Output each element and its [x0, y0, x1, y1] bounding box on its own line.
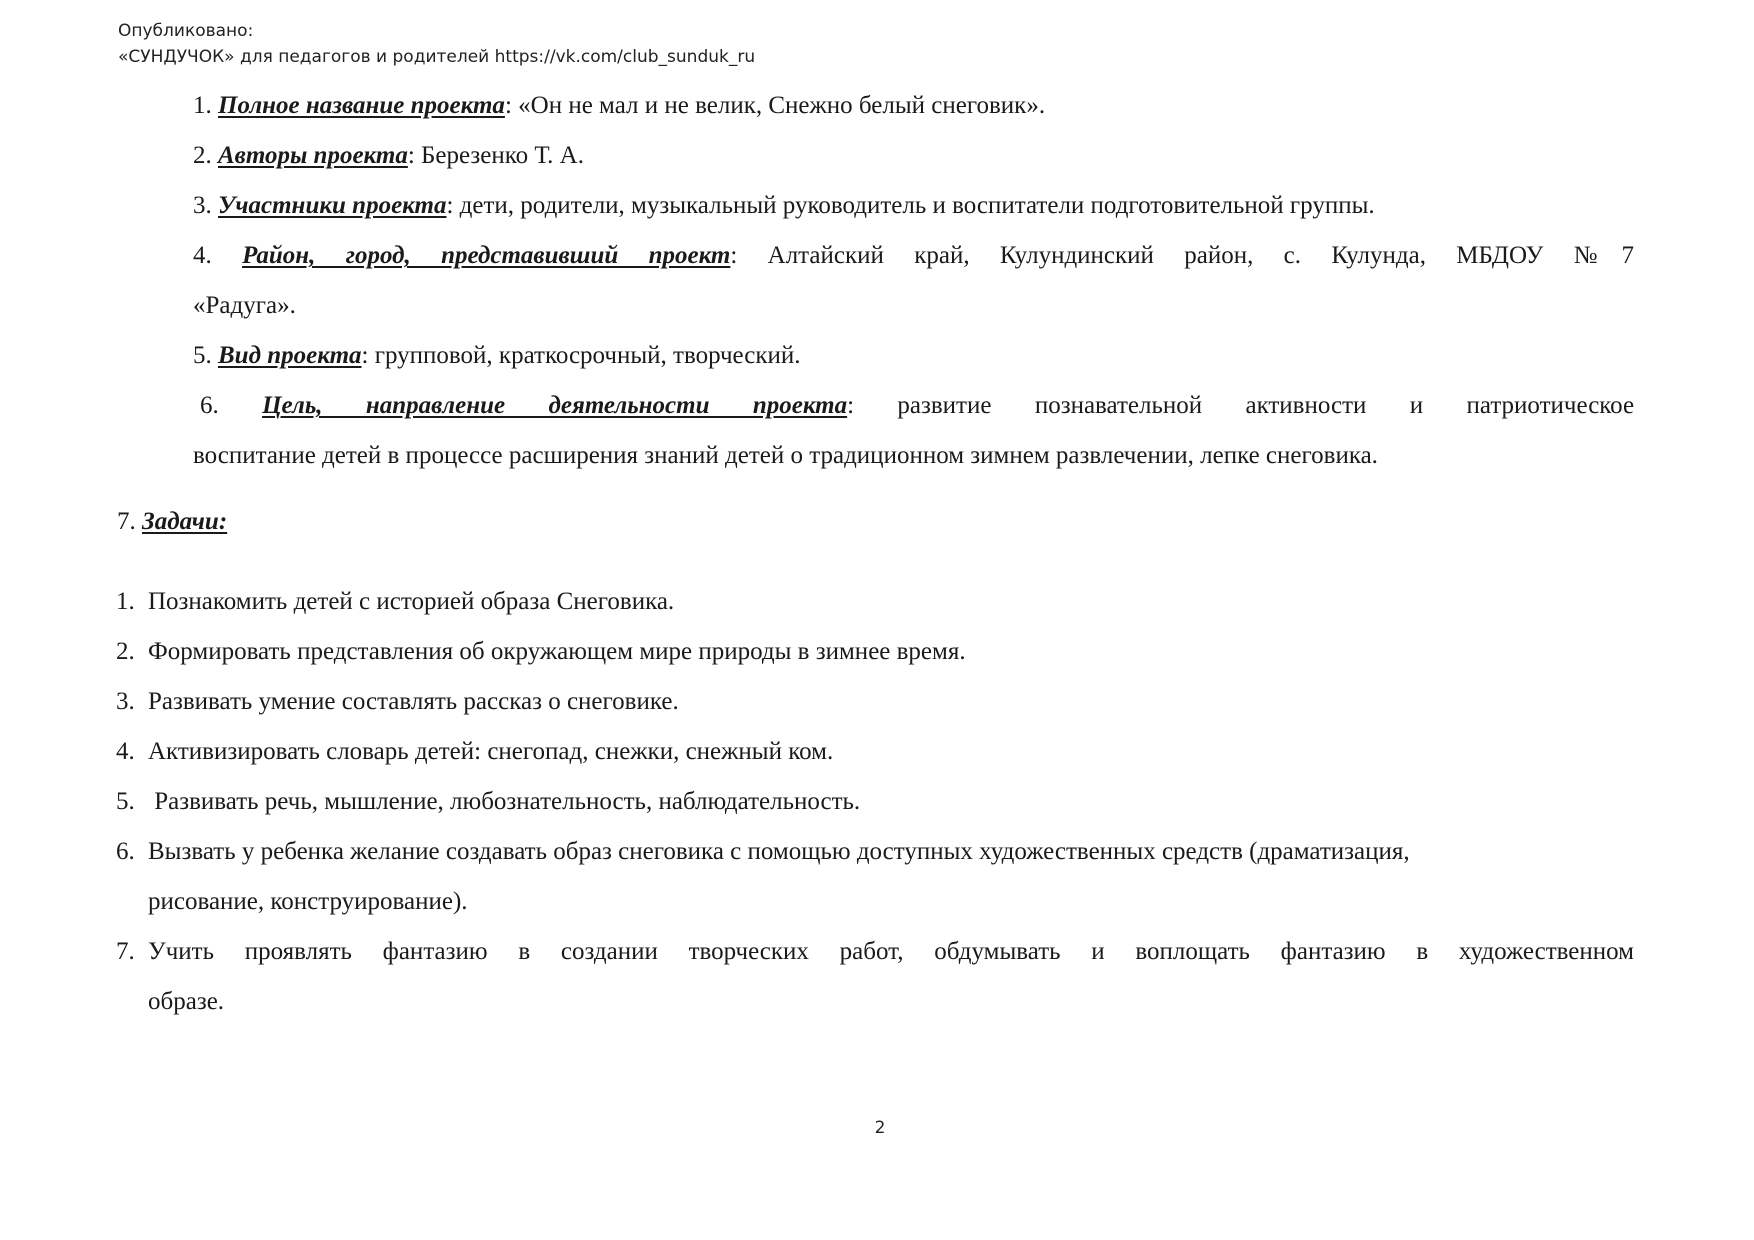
publisher-line: «СУНДУЧОК» для педагогов и родителей https://vk.com/club_sunduk_ru — [118, 47, 756, 67]
item-label: Авторы проекта — [218, 142, 408, 169]
task-text: Учить проявлять фантазию в создании творческих работ, обдумывать и воплощать фантазию в художественном — [148, 938, 1634, 965]
item-label: Участники проекта — [218, 192, 447, 219]
item-value-word: МБДОУ — [1456, 242, 1544, 269]
item-value: дети, родители, музыкальный руководитель и воспитатели подготовительной группы. — [453, 192, 1375, 219]
item-value-word: Кулунда, — [1331, 242, 1426, 269]
task-text: Вызвать у ребенка желание создавать образ снеговика с помощью доступных художественных средств (драматизация, — [148, 838, 1410, 865]
item-colon: : — [847, 392, 855, 419]
task-text: Развивать речь, мышление, любознательность, наблюдательность. — [148, 788, 861, 815]
item-colon: : — [446, 192, 454, 219]
task-number: 1. — [116, 588, 135, 615]
task-number: 7. — [116, 938, 135, 965]
item-number: 4. — [193, 242, 212, 269]
item-colon: : — [361, 342, 369, 369]
task-number: 6. — [116, 838, 135, 865]
item-value: групповой, краткосрочный, творческий. — [368, 342, 801, 369]
page-number: 2 — [874, 1118, 886, 1138]
task-number: 2. — [116, 638, 135, 665]
item-number: 5. — [193, 342, 212, 369]
tasks-label: Задачи: — [142, 508, 228, 535]
item-region-continuation: «Радуга». — [193, 292, 296, 319]
item-label: Вид проекта — [218, 342, 362, 369]
item-value-word: район, — [1184, 242, 1254, 269]
item-label: Цель, направление деятельности проекта — [262, 392, 848, 419]
task-text: Активизировать словарь детей: снегопад, снежки, снежный ком. — [148, 738, 834, 765]
item-colon: : — [407, 142, 415, 169]
item-value-word: Кулундинский — [999, 242, 1154, 269]
item-number: 1. — [193, 92, 212, 119]
item-region — [193, 240, 1634, 272]
item-colon: : — [504, 92, 512, 119]
task-number: 4. — [116, 738, 135, 765]
published-label: Опубликовано: — [118, 21, 254, 41]
task-text-continuation: образе. — [148, 988, 225, 1015]
tasks-heading — [117, 506, 227, 538]
item-project-name — [193, 90, 1045, 122]
task-text: Развивать умение составлять рассказ о снеговике. — [148, 688, 679, 715]
item-value-word: край, — [914, 242, 970, 269]
item-participants — [193, 190, 1375, 222]
item-number: 6. — [200, 392, 219, 419]
item-value-word: развитие — [897, 392, 992, 419]
item-authors — [193, 140, 584, 172]
item-value-word: познавательной — [1034, 392, 1203, 419]
item-label: Район, город, представивший проект — [242, 242, 731, 269]
item-value: «Он не мал и не велик, Снежно белый снеговик». — [511, 92, 1046, 119]
item-value-word: активности — [1245, 392, 1367, 419]
task-text-continuation: рисование, конструирование). — [148, 888, 468, 915]
item-number: 7. — [117, 508, 136, 535]
item-goal-continuation: воспитание детей в процессе расширения знаний детей о традиционном зимнем развлечении, лепке снеговика. — [193, 442, 1378, 469]
item-value-word: и — [1409, 392, 1424, 419]
task-text: Формировать представления об окружающем мире природы в зимнее время. — [148, 638, 966, 665]
task-number: 3. — [116, 688, 135, 715]
item-goal — [200, 390, 1634, 422]
item-value-word: №7 — [1573, 242, 1635, 269]
page-header — [118, 18, 755, 70]
item-value-word: патриотическое — [1466, 392, 1635, 419]
item-number: 2. — [193, 142, 212, 169]
item-value-word: Алтайский — [767, 242, 884, 269]
item-value-word: с. — [1283, 242, 1302, 269]
item-project-type — [193, 340, 801, 372]
task-number: 5. — [116, 788, 135, 815]
task-text: Познакомить детей с историей образа Снеговика. — [148, 588, 675, 615]
item-colon: : — [730, 242, 738, 269]
item-label: Полное название проекта — [218, 92, 505, 119]
item-value: Березенко Т. А. — [414, 142, 584, 169]
item-number: 3. — [193, 192, 212, 219]
